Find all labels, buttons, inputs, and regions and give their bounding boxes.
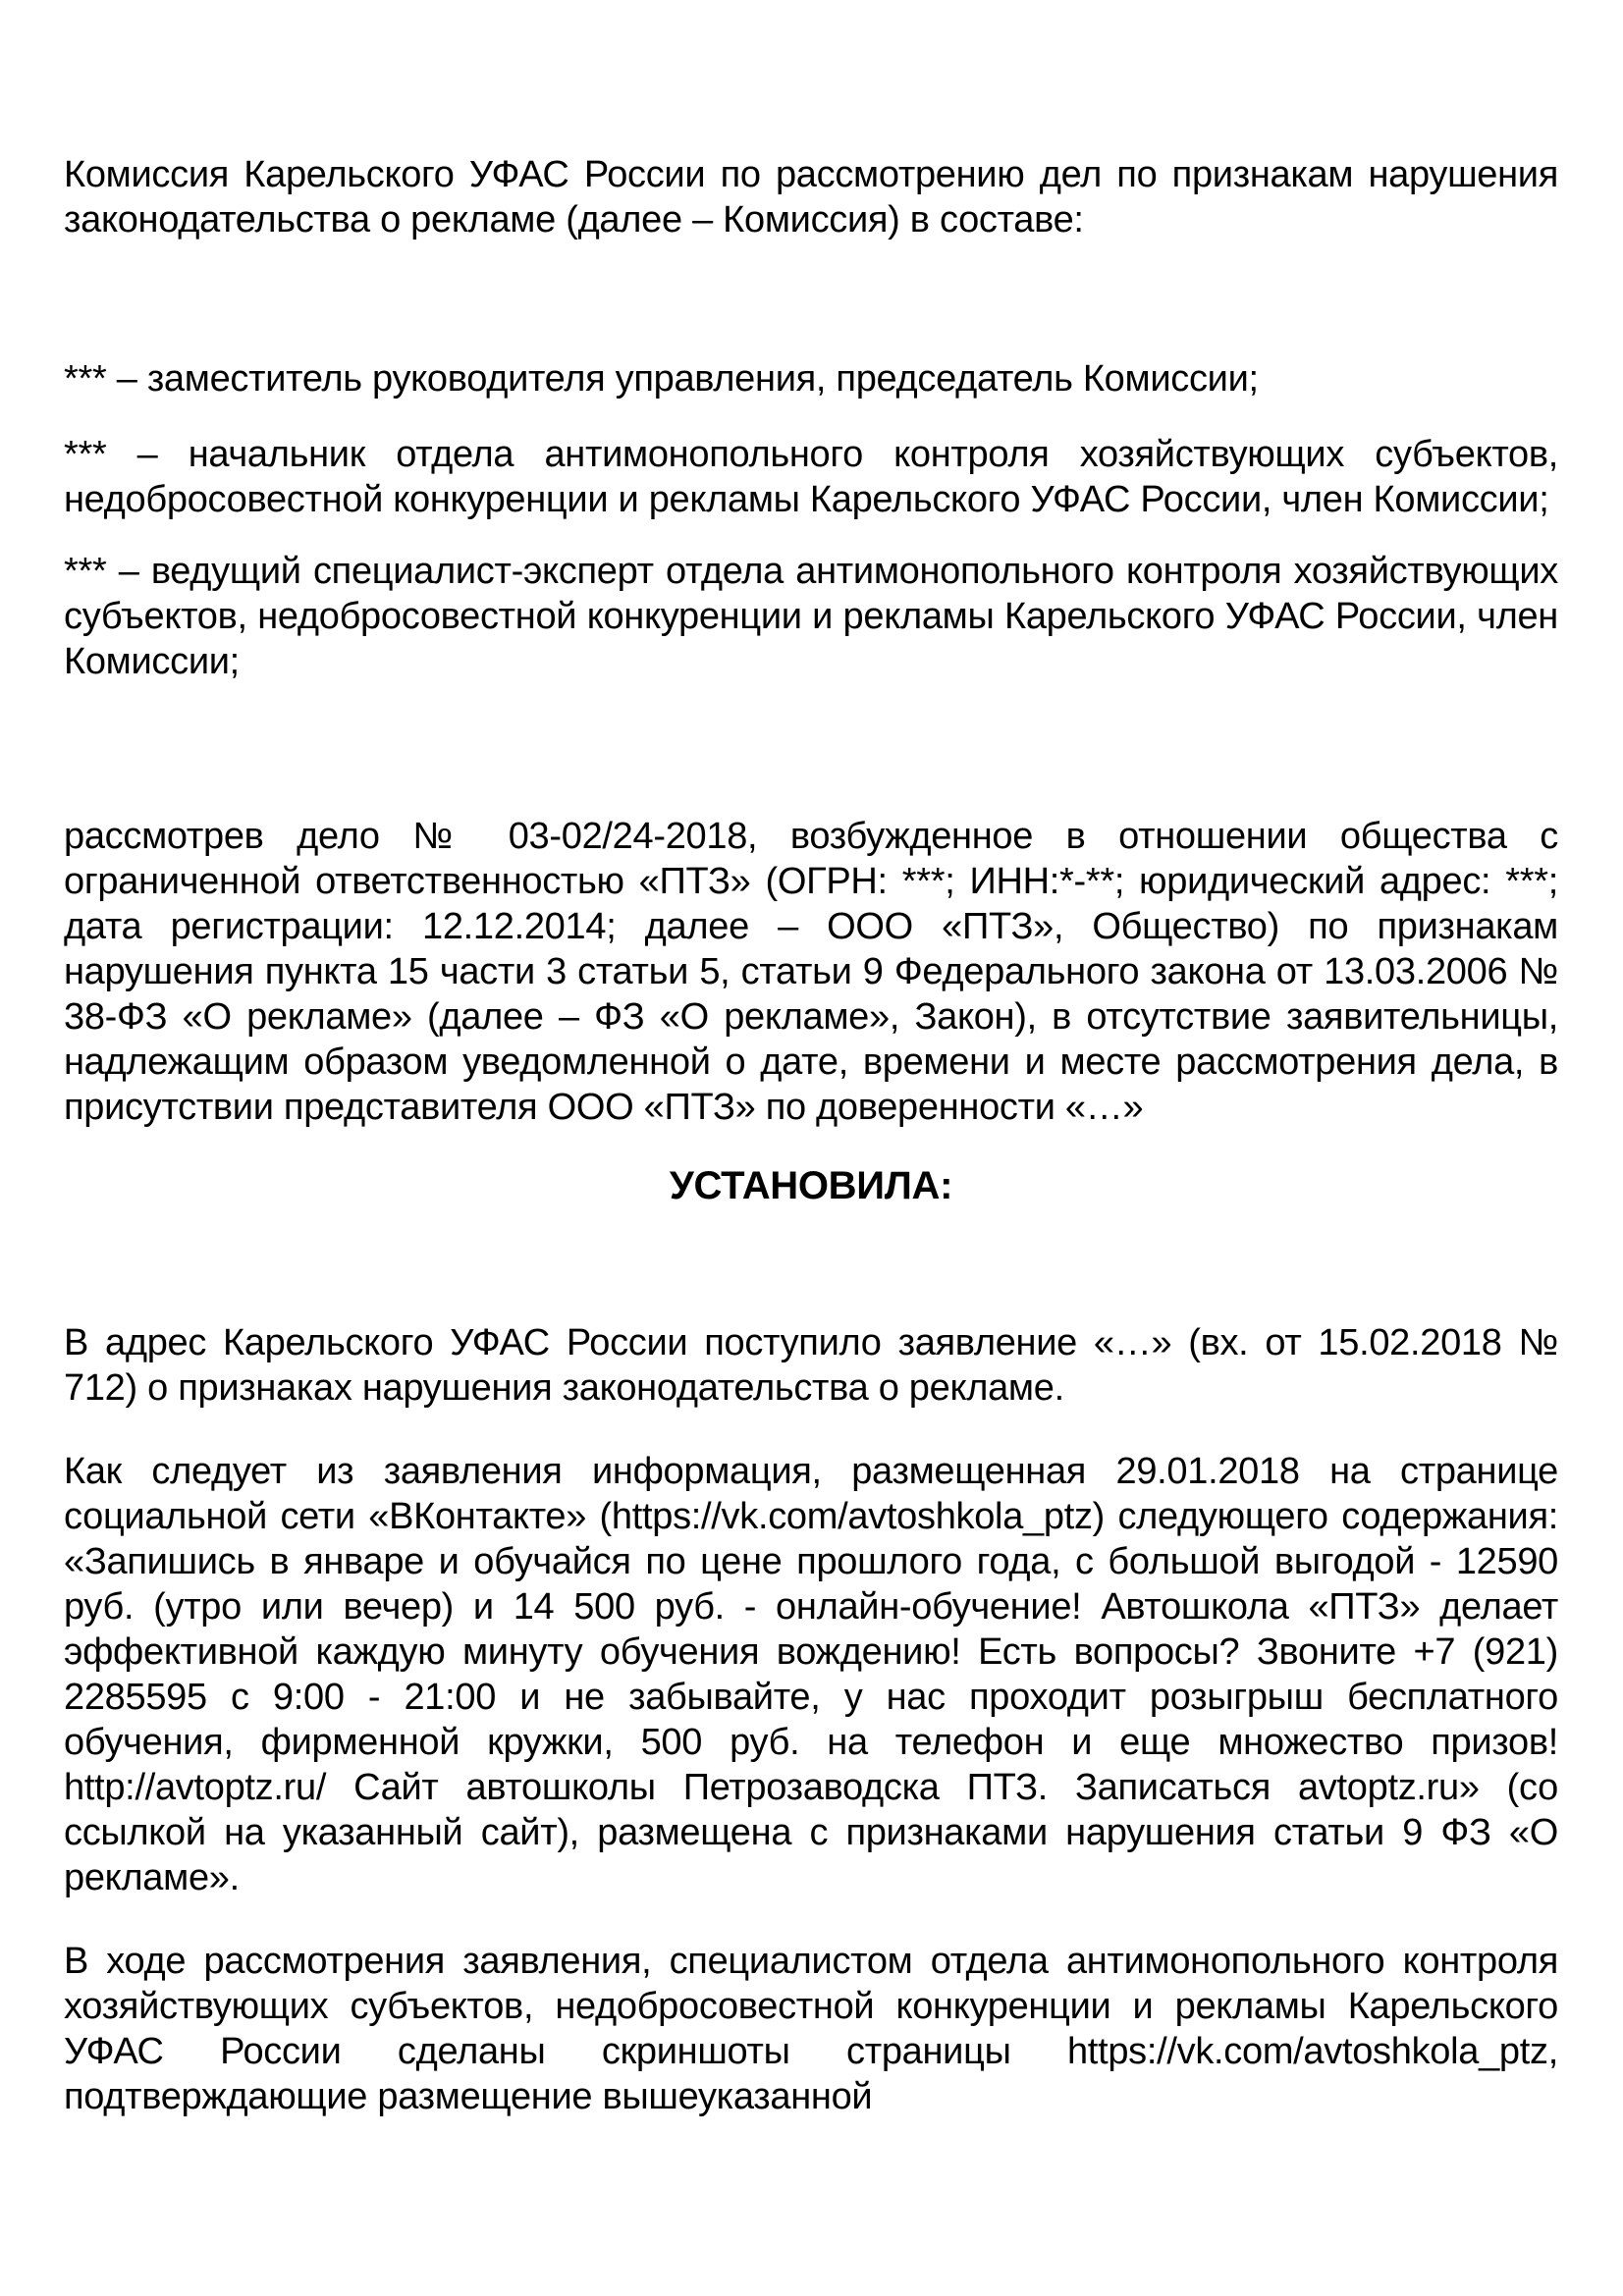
paragraph-member-leading-specialist: *** – ведущий специалист-эксперт отдела антимонопольного контроля хозяйствующих субъектов, недобросовестной конкуренции и рекламы Карельского УФАС России, член Комиссии; (64, 551, 1558, 682)
paragraph-case-details: рассмотрев дело № 03-02/24-2018, возбужденное в отношении общества с ограниченной ответственностью «ПТЗ» (ОГРН: ***; ИНН:*-**; юридический адрес: ***; дата регистрации: 12.12.2014; далее – ООО «ПТЗ», Общество) по признакам нарушения пункта 15 части 3 статьи 5, статьи 9 Федерального закона от 13.03.2006 № 38-ФЗ «О рекламе» (далее – ФЗ «О рекламе», Закон), в отсутствие заявительницы, надлежащим образом уведомленной о дате, времени и месте рассмотрения дела, в присутствии представителя ООО «ПТЗ» по доверенности «…» (64, 816, 1558, 1128)
paragraph-commission-intro: Комиссия Карельского УФАС России по рассмотрению дел по признакам нарушения законодательства о рекламе (далее – Комиссия) в составе: (64, 154, 1558, 240)
paragraph-member-department-head: *** – начальник отдела антимонопольного контроля хозяйствующих субъектов, недобросовестной конкуренции и рекламы Карельского УФАС России, член Комиссии; (64, 434, 1558, 520)
document-content (64, 0, 1558, 2119)
paragraph-screenshots-taken: В ходе рассмотрения заявления, специалистом отдела антимонопольного контроля хозяйствующих субъектов, недобросовестной конкуренции и рекламы Карельского УФАС России сделаны скриншоты страницы https://vk.com/avtoshkola_ptz, подтверждающие размещение вышеуказанной (64, 1941, 1558, 2117)
heading-ustanovila: УСТАНОВИЛА: (669, 1164, 953, 1207)
paragraph-complaint-received: В адрес Карельского УФАС России поступило заявление «…» (вх. от 15.02.2018 № 712) о признаках нарушения законодательства о рекламе. (64, 1322, 1558, 1409)
paragraph-vk-advertisement: Как следует из заявления информация, размещенная 29.01.2018 на странице социальной сети «ВКонтакте» (https://vk.com/avtoshkola_ptz) следующего содержания: «Запишись в январе и обучайся по цене прошлого года, с большой выгодой - 12590 руб. (утро или вечер) и 14 500 руб. - онлайн-обучение! Автошкола «ПТЗ» делает эффективной каждую минуту обучения вождению! Есть вопросы? Звоните +7 (921) 2285595 с 9:00 - 21:00 и не забывайте, у нас проходит розыгрыш бесплатного обучения, фирменной кружки, 500 руб. на телефон и еще множество призов! http://avtoptz.ru/ Сайт автошколы Петрозаводска ПТЗ. Записаться avtoptz.ru» (со ссылкой на указанный сайт), размещена с признаками нарушения статьи 9 ФЗ «О рекламе». (64, 1451, 1558, 1898)
paragraph-member-chairman: *** – заместитель руководителя управления, председатель Комиссии; (64, 358, 1259, 400)
